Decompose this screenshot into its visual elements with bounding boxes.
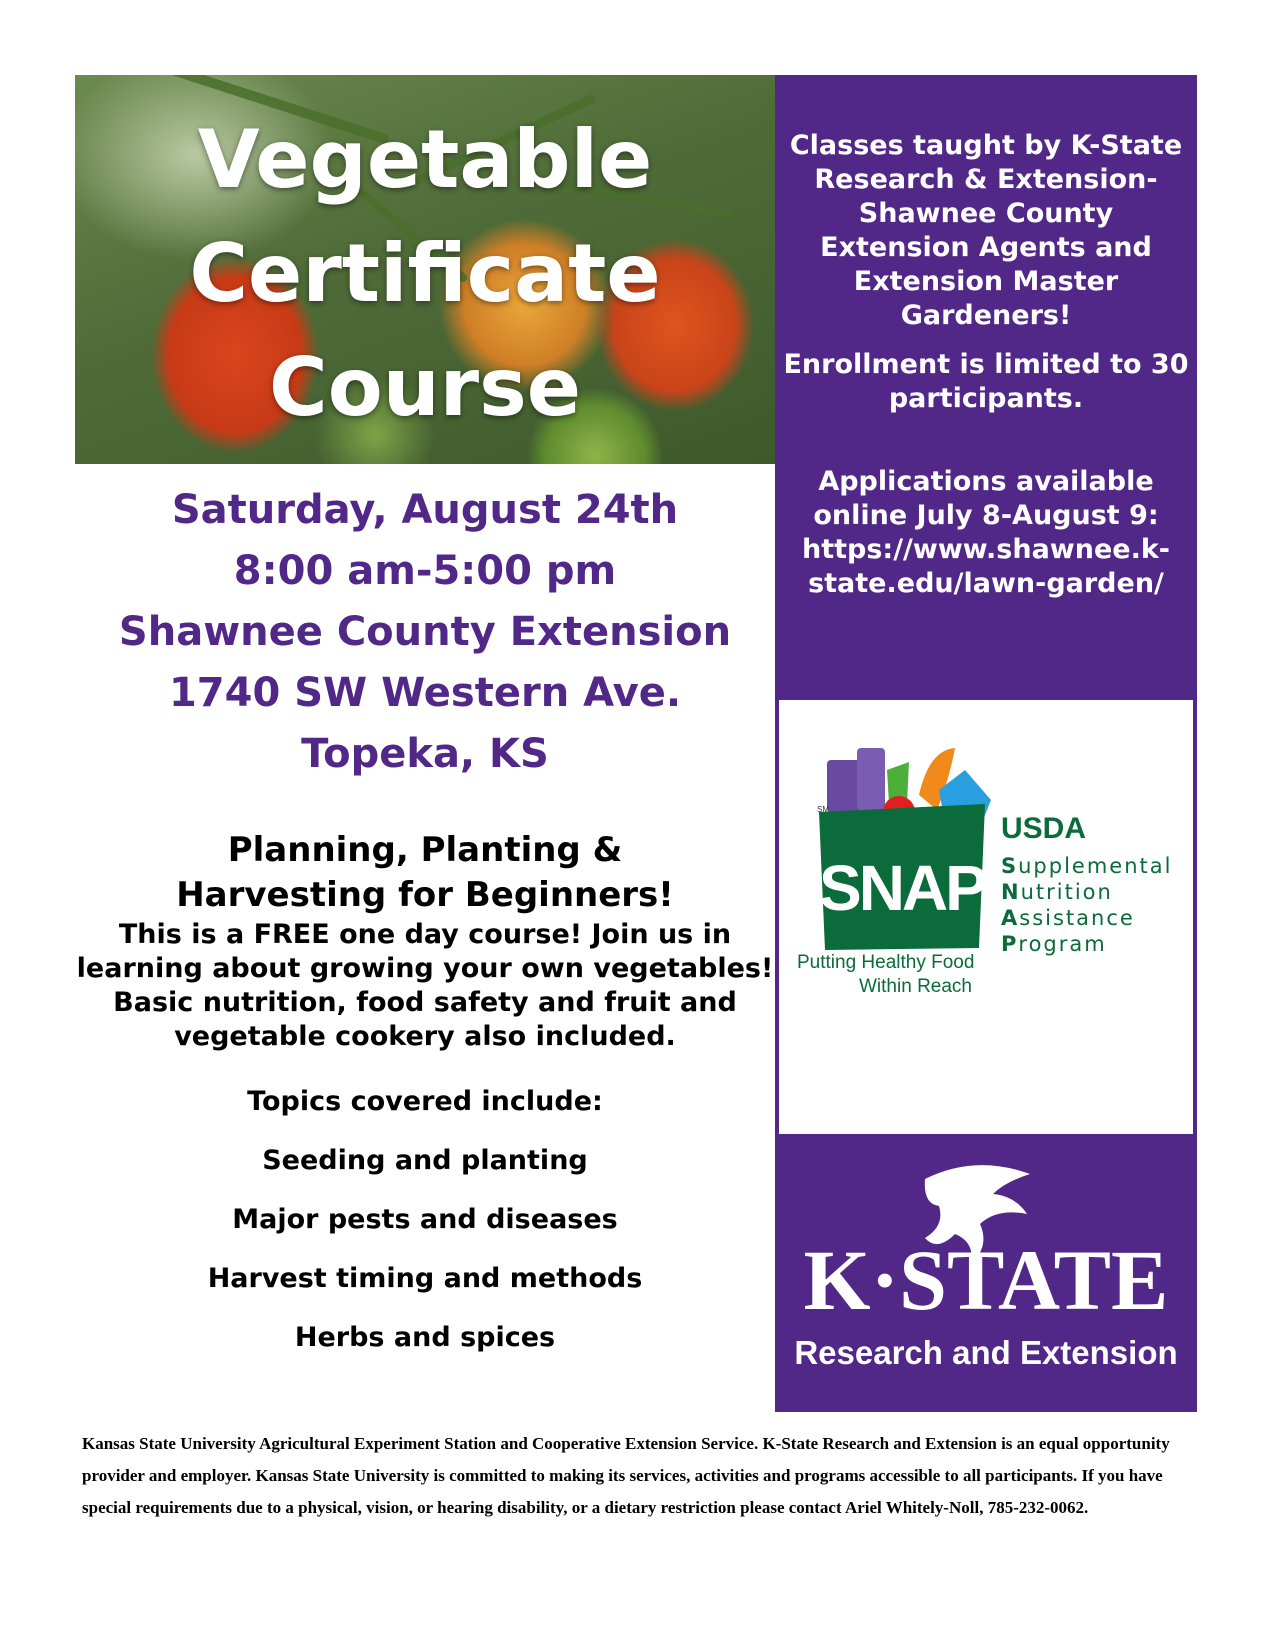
svg-text:Supplemental: Supplemental xyxy=(1001,854,1173,878)
topics-heading: Topics covered include: xyxy=(247,1086,603,1117)
course-subhead-1: Planning, Planting & xyxy=(227,830,623,870)
title-line-2: Certificate xyxy=(189,227,661,320)
svg-text:Assistance: Assistance xyxy=(1001,906,1135,930)
svg-text:Nutrition: Nutrition xyxy=(1001,880,1113,904)
topic-item: Harvest timing and methods xyxy=(207,1263,643,1294)
course-description-block xyxy=(75,828,775,1054)
course-subhead-2: Harvesting for Beginners! xyxy=(176,875,674,915)
sm-mark: SM xyxy=(817,805,829,814)
topic-item: Seeding and planting xyxy=(262,1145,588,1176)
course-description: This is a FREE one day course! Join us in learning about growing your own vegetables! Basic nutrition, food safety and fruit and vegetable cookery also included. xyxy=(76,919,774,1052)
topic-item: Major pests and diseases xyxy=(232,1204,618,1235)
snap-logo-panel xyxy=(775,700,1197,1134)
kstate-wordmark: K·STATE xyxy=(803,1232,1169,1328)
topic-item: Herbs and spices xyxy=(294,1322,556,1353)
event-city: Topeka, KS xyxy=(301,731,549,777)
event-details xyxy=(75,480,775,785)
snap-program-name xyxy=(1001,854,1172,956)
usda-label: USDA xyxy=(1001,812,1087,845)
snap-tagline-2: Within Reach xyxy=(859,976,972,997)
event-date: Saturday, August 24th xyxy=(171,487,679,533)
applications-block xyxy=(783,465,1189,601)
kstate-logo xyxy=(775,1134,1197,1412)
topics-list xyxy=(75,1072,775,1367)
kstate-logo-panel xyxy=(775,1134,1197,1412)
info-panel xyxy=(775,75,1197,700)
grocery-carton-icon xyxy=(857,748,885,810)
snap-logo xyxy=(779,700,1193,1134)
snap-tagline-1: Putting Healthy Food xyxy=(797,952,975,973)
applications-url[interactable]: https://www.shawnee.k-state.edu/lawn-garden/ xyxy=(801,534,1171,599)
event-time: 8:00 am-5:00 pm xyxy=(233,548,617,594)
applications-text: Applications available online July 8-August 9: xyxy=(813,466,1159,531)
page-title xyxy=(75,103,775,445)
event-venue: Shawnee County Extension xyxy=(118,609,732,655)
svg-text:Program: Program xyxy=(1001,932,1107,956)
title-line-3: Course xyxy=(269,341,581,434)
footer-disclaimer: Kansas State University Agricultural Experiment Station and Cooperative Extension Service. K-State Research and Extension is an equal opportunity provider and employer. Kansas State University is committed to making its services, activities and programs accessible to all participants. If you have special requirements due to a physical, vision, or hearing disability, or a dietary restriction please contact Ariel Whitely-Noll, 785-232-0062. xyxy=(82,1434,1170,1517)
event-address: 1740 SW Western Ave. xyxy=(168,670,682,716)
instructors-text: Classes taught by K-State Research & Extension-Shawnee County Extension Agents and Extension Master Gardeners! xyxy=(789,130,1183,331)
snap-wordmark: SNAP xyxy=(819,852,985,924)
enrollment-text: Enrollment is limited to 30 participants. xyxy=(783,349,1189,414)
kstate-subline: Research and Extension xyxy=(794,1334,1178,1371)
title-line-1: Vegetable xyxy=(197,113,653,206)
hero-vegetable-image xyxy=(75,75,775,464)
